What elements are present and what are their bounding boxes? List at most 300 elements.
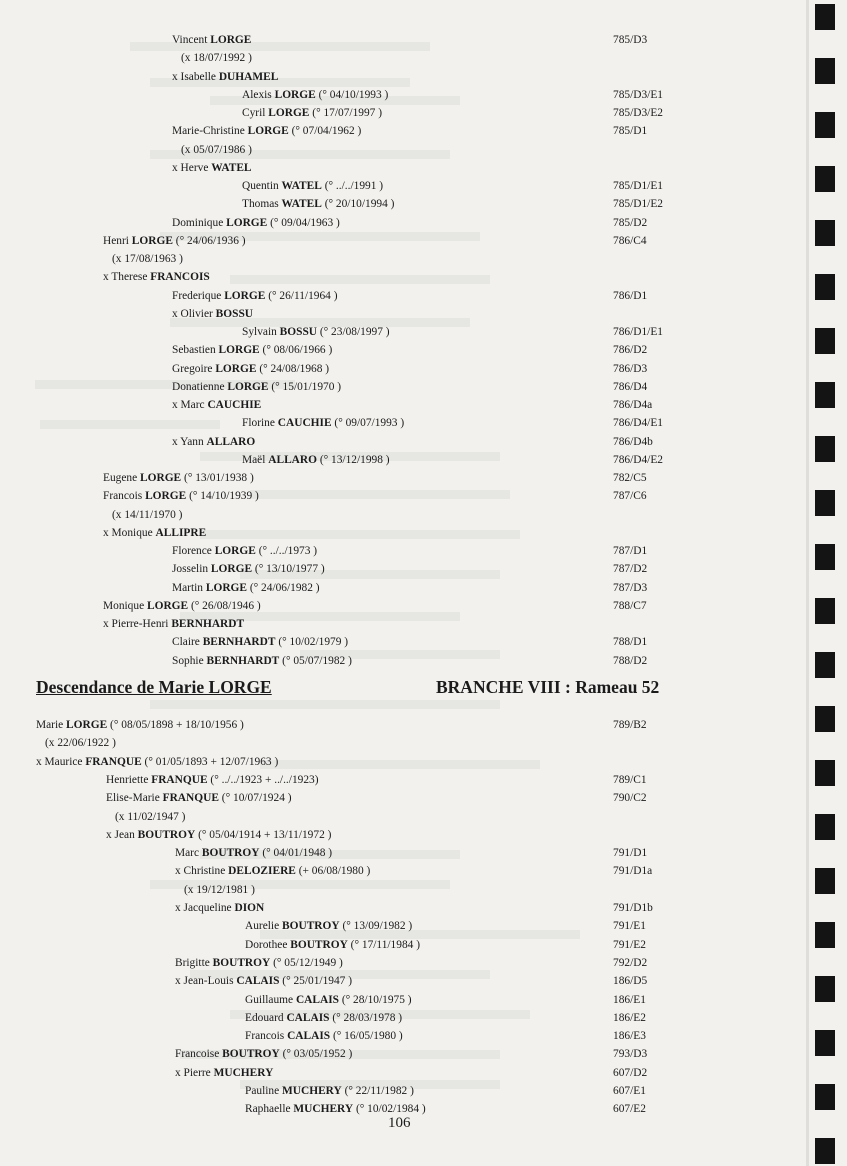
entry-row [0,508,780,525]
life-dates: (° 17/07/1997 ) [309,107,382,119]
life-dates: (° 24/06/1982 ) [247,581,320,594]
entry-row [0,736,780,753]
index-tab [815,274,835,300]
life-dates: (° 26/08/1946 ) [188,599,261,612]
person-entry [103,617,244,631]
person-entry [242,197,394,211]
entry-row [0,270,780,287]
entry-row [0,883,780,900]
life-dates: (° 08/06/1966 ) [259,344,333,357]
entry-row [0,773,780,790]
surname: BOUTROY [137,828,196,841]
surname: WATEL [281,198,322,211]
genealogy-code: 791/D1a [613,865,653,878]
surname: BOSSU [215,307,254,320]
given-name: x Maurice [36,755,86,768]
life-dates: (° ../../1991 ) [321,180,384,192]
given-name: (x 18/07/1992 ) [181,52,252,65]
surname: BOUTROY [212,956,271,969]
bleed-through-line [150,700,500,709]
index-tab [815,382,835,408]
entry-row [0,252,780,269]
genealogy-code: 785/D1/E2 [613,198,663,211]
person-entry [106,791,292,805]
person-entry [175,956,343,970]
life-dates: (° 05/04/1914 + 13/11/1972 ) [195,828,332,841]
given-name: Eugene [103,472,141,484]
person-entry [245,993,412,1007]
entry-row [0,1066,780,1083]
given-name: (x 19/12/1981 ) [184,883,255,896]
person-entry [106,828,331,842]
genealogy-code: 788/D2 [613,654,648,667]
person-entry [172,380,341,394]
given-name: Maël [242,453,269,466]
genealogy-code: 786/D1 [613,289,648,302]
genealogy-code: 789/C1 [613,773,647,786]
binding-shadow [806,0,809,1166]
surname: BOSSU [279,326,318,338]
entry-row [0,718,780,735]
life-dates: (° 09/04/1963 ) [267,216,340,229]
index-tab [815,922,835,948]
genealogy-code: 186/D5 [613,975,648,988]
surname: WATEL [281,180,322,192]
given-name: Sebastien [172,344,219,357]
surname: LORGE [205,581,248,594]
life-dates: (° 07/04/1962 ) [288,125,362,138]
entry-row [0,307,780,324]
given-name: x Therese [103,271,151,284]
life-dates: (° ../../1923 + ../../1923) [207,773,319,786]
genealogy-code: 786/D1/E1 [613,326,663,338]
surname: LORGE [224,289,266,302]
given-name: Martin [172,581,206,594]
entry-row [0,828,780,845]
genealogy-code: 785/D3 [613,34,648,46]
entry-row [0,362,780,379]
surname: LORGE [268,107,310,119]
given-name: Pauline [245,1085,283,1097]
given-name: Dominique [172,216,227,229]
surname: BOUTROY [282,920,340,933]
surname: DELOZIERE [228,865,296,878]
given-name: x Yann [172,435,207,448]
genealogy-code: 791/D1b [613,902,653,914]
entry-row [0,325,780,342]
page-number: 106 [388,1115,411,1131]
entry-row [0,919,780,936]
person-entry [172,562,325,576]
genealogy-code: 607/D2 [613,1066,648,1079]
entry-row [0,1011,780,1028]
given-name: Brigitte [175,956,213,969]
entry-row [0,864,780,881]
person-entry [242,88,388,102]
index-tab [815,1030,835,1056]
surname: LORGE [131,234,173,247]
genealogy-code: 785/D3/E2 [613,107,663,119]
surname: CALAIS [287,1030,331,1043]
entry-row [0,216,780,233]
genealogy-code: 791/E2 [613,938,646,951]
given-name: Sylvain [242,326,280,338]
entry-row [0,380,780,397]
entry-row [0,161,780,178]
branch-title: BRANCHE VIII : Rameau 52 [436,677,660,697]
given-name: Henriette [106,773,152,786]
life-dates: (° 13/01/1938 ) [181,472,254,484]
entry-row [0,810,780,827]
person-entry [245,1011,402,1025]
surname: FRANQUE [85,755,142,768]
entry-row [0,993,780,1010]
given-name: x Jean [106,828,138,841]
given-name: x Pierre [175,1066,214,1079]
entry-row [0,846,780,863]
entry-row [0,88,780,105]
person-entry [112,252,183,266]
surname: BOUTROY [222,1048,280,1061]
person-entry [242,106,382,120]
surname: LORGE [145,490,187,503]
given-name: Henri [103,234,132,247]
index-tab [815,652,835,678]
entry-row [0,471,780,488]
surname: CAUCHIE [207,399,262,411]
person-entry [181,143,252,157]
surname: LORGE [226,216,268,229]
entry-row [0,791,780,808]
person-entry [172,216,340,230]
given-name: Gregoire [172,362,216,375]
entry-row [0,654,780,671]
genealogy-code: 791/E1 [613,920,646,933]
person-entry [175,846,332,860]
genealogy-code: 792/D2 [613,956,648,969]
person-entry [172,435,255,449]
genealogy-code: 186/E1 [613,993,646,1006]
entry-row [0,143,780,160]
person-entry [242,325,390,339]
life-dates: (° 10/07/1924 ) [218,792,292,805]
given-name: x Isabelle [172,70,219,83]
genealogy-code: 785/D1 [613,125,648,138]
person-entry [103,270,210,284]
life-dates: (° 17/11/1984 ) [347,938,420,951]
given-name: x Jacqueline [175,902,235,914]
surname: BERNHARDT [171,618,245,630]
entry-row [0,435,780,452]
section-title: Descendance de Marie LORGE [36,677,272,697]
index-tab [815,436,835,462]
person-entry [245,938,420,952]
person-entry [172,307,253,321]
person-entry [172,398,261,412]
person-entry [242,179,383,193]
life-dates: (° 23/08/1997 ) [317,326,390,338]
life-dates: (° 04/01/1948 ) [259,847,333,860]
given-name: Elise-Marie [106,792,163,805]
life-dates: (° 13/12/1998 ) [317,453,390,466]
person-entry [172,33,251,47]
life-dates: (° 14/10/1939 ) [186,490,259,503]
person-entry [181,51,252,65]
entry-row [0,544,780,561]
index-tab [815,58,835,84]
life-dates: (° 05/07/1982 ) [279,654,352,667]
surname: CALAIS [286,1011,330,1024]
entry-row [0,526,780,543]
genealogy-code: 786/D4/E2 [613,453,663,466]
person-entry [172,161,252,175]
entry-row [0,234,780,251]
life-dates: (° 25/01/1947 ) [279,975,352,988]
index-tab [815,490,835,516]
life-dates: (° 22/11/1982 ) [341,1085,414,1097]
genealogy-code: 788/C7 [613,599,647,612]
person-entry [103,489,259,503]
life-dates: (° 10/02/1979 ) [275,636,349,649]
entry-row [0,1084,780,1101]
life-dates: (° 24/06/1936 ) [172,234,246,247]
given-name: (x 14/11/1970 ) [112,508,183,521]
genealogy-code: 789/B2 [613,719,647,731]
surname: MUCHERY [282,1085,342,1097]
life-dates: (° 28/10/1975 ) [338,993,412,1006]
genealogy-code: 186/E2 [613,1011,646,1024]
person-entry [175,864,370,878]
genealogy-code: 785/D3/E1 [613,88,663,101]
person-entry [172,289,338,303]
given-name: Raphaelle [245,1103,294,1116]
given-name: x Olivier [172,307,216,320]
person-entry [103,471,254,485]
index-tab [815,760,835,786]
surname: ALLARO [206,435,256,448]
genealogy-code: 607/E1 [613,1085,646,1097]
entry-row [0,51,780,68]
index-tab [815,814,835,840]
entry-row [0,901,780,918]
life-dates: (° 28/03/1978 ) [329,1011,403,1024]
surname: LORGE [146,599,189,612]
entry-row [0,124,780,141]
surname: DUHAMEL [218,70,279,83]
person-entry [172,581,320,595]
index-tab [815,976,835,1002]
given-name: Quentin [242,180,282,192]
surname: LORGE [274,88,316,101]
genealogy-code: 786/C4 [613,234,647,247]
genealogy-code: 186/E3 [613,1030,646,1043]
given-name: Francois [245,1030,288,1043]
given-name: Josselin [172,563,211,576]
genealogy-code: 788/D1 [613,636,648,649]
surname: ALLARO [268,453,317,466]
life-dates: (° 20/10/1994 ) [321,198,395,211]
person-entry [103,234,246,248]
surname: LORGE [210,34,252,46]
index-tab [815,598,835,624]
person-entry [45,736,116,750]
person-entry [103,599,261,613]
life-dates: (+ 06/08/1980 ) [295,865,371,878]
genealogy-code: 786/D4/E1 [613,417,663,430]
life-dates: (° 15/01/1970 ) [268,380,342,393]
life-dates: (° 04/10/1993 ) [315,88,389,101]
entry-row [0,489,780,506]
entry-row [0,343,780,360]
surname: FRANQUE [162,792,219,805]
life-dates: (° 26/11/1964 ) [265,289,338,302]
given-name: Marc [175,847,202,860]
genealogy-code: 787/D3 [613,581,648,594]
entry-row [0,70,780,87]
surname: BOUTROY [201,847,260,860]
given-name: Monique [103,599,147,612]
person-entry [172,544,317,558]
entry-row [0,453,780,470]
entry-row [0,33,780,50]
entry-row [0,1029,780,1046]
given-name: (x 11/02/1947 ) [115,810,186,823]
surname: LORGE [227,380,269,393]
genealogy-code: 786/D3 [613,362,648,375]
person-entry [172,124,361,138]
given-name: Guillaume [245,993,296,1006]
given-name: Francoise [175,1048,223,1061]
surname: MUCHERY [213,1066,274,1079]
given-name: Vincent [172,34,211,46]
index-tab [815,166,835,192]
person-entry [172,343,332,357]
person-entry [245,1084,414,1098]
given-name: Marie [36,719,67,731]
entry-row [0,416,780,433]
index-tab [815,220,835,246]
surname: BERNHARDT [206,654,280,667]
surname: LORGE [214,545,256,557]
surname: MUCHERY [293,1103,354,1116]
index-tab [815,1138,835,1164]
genealogy-code: 786/D4a [613,399,653,411]
genealogy-code: 786/D4 [613,380,648,393]
index-tab [815,4,835,30]
index-tab [815,868,835,894]
genealogy-code: 787/C6 [613,490,647,503]
index-tab [815,706,835,732]
surname: LORGE [210,563,253,576]
given-name: (x 05/07/1986 ) [181,143,252,156]
entry-row [0,398,780,415]
surname: BOUTROY [290,938,348,951]
given-name: Alexis [242,88,275,101]
life-dates: (° 01/05/1893 + 12/07/1963 ) [141,755,279,768]
entry-row [0,974,780,991]
given-name: Cyril [242,107,269,119]
entry-row [0,599,780,616]
genealogy-code: 782/C5 [613,472,647,484]
given-name: x Christine [175,865,229,878]
given-name: Florence [172,545,215,557]
genealogy-code: 786/D4b [613,435,653,448]
person-entry [172,362,329,376]
given-name: Marie-Christine [172,125,248,138]
life-dates: (° 03/05/1952 ) [279,1048,353,1061]
given-name: Thomas [242,198,282,211]
surname: WATEL [211,161,252,174]
person-entry [172,70,278,84]
entry-row [0,956,780,973]
life-dates: (° 16/05/1980 ) [330,1030,403,1043]
index-tab [815,544,835,570]
surname: FRANCOIS [150,271,210,284]
genealogy-code: 790/C2 [613,792,647,805]
entry-row [0,1047,780,1064]
given-name: Aurelie [245,920,283,933]
given-name: x Monique [103,526,156,539]
surname: BERNHARDT [202,636,276,649]
entry-row [0,581,780,598]
life-dates: (° 09/07/1993 ) [331,417,405,430]
given-name: Edouard [245,1011,287,1024]
surname: LORGE [247,125,289,138]
genealogy-code: 607/E2 [613,1103,646,1116]
given-name: x Marc [172,399,208,411]
entry-row [0,562,780,579]
given-name: Francois [103,490,146,503]
given-name: Donatienne [172,380,228,393]
surname: CALAIS [236,975,280,988]
given-name: x Pierre-Henri [103,618,172,630]
given-name: (x 22/06/1922 ) [45,737,116,750]
person-entry [242,453,390,467]
surname: CAUCHIE [277,417,332,430]
entry-row [0,755,780,772]
surname: LORGE [140,472,182,484]
index-tab [815,1084,835,1110]
life-dates: (° ../../1973 ) [255,545,318,557]
surname: CALAIS [295,993,339,1006]
person-entry [115,810,185,824]
genealogy-code: 793/D3 [613,1048,648,1061]
life-dates: (° 24/08/1968 ) [256,362,330,375]
life-dates: (° 05/12/1949 ) [270,956,343,969]
life-dates: (° 08/05/1898 + 18/10/1956 ) [107,719,244,731]
genealogy-code: 786/D2 [613,344,648,357]
person-entry [242,416,404,430]
surname: ALLIPRE [155,526,207,539]
person-entry [36,718,244,732]
surname: FRANQUE [151,773,208,786]
genealogy-code: 785/D2 [613,216,648,229]
person-entry [175,1047,352,1061]
person-entry [112,508,182,522]
person-entry [245,919,412,933]
surname: DION [234,902,265,914]
given-name: Dorothee [245,938,291,951]
given-name: Sophie [172,654,207,667]
index-tab [815,112,835,138]
given-name: x Herve [172,161,212,174]
person-entry [103,526,206,540]
person-entry [175,901,264,915]
person-entry [36,755,278,769]
life-dates: (° 13/09/1982 ) [339,920,413,933]
entry-row [0,617,780,634]
surname: LORGE [66,719,108,731]
